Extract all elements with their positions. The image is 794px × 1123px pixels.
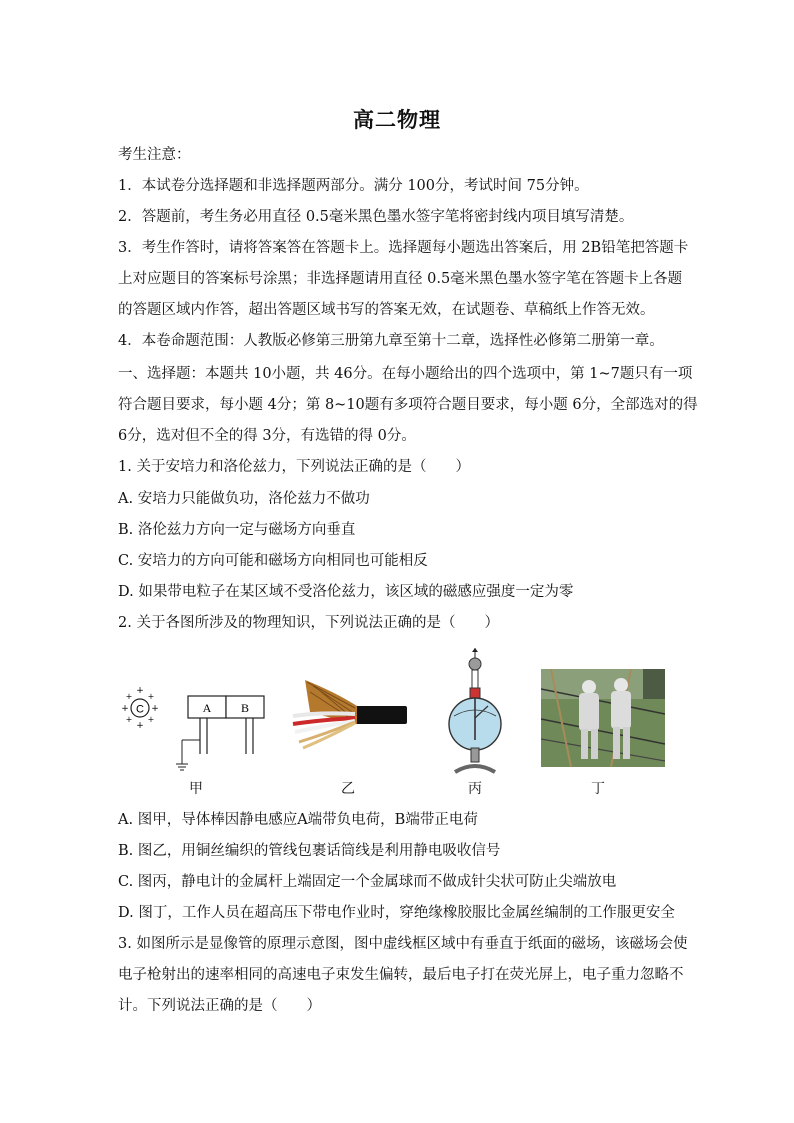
block-b-label: B: [240, 701, 250, 715]
charged-sphere: [121, 686, 159, 731]
q1-option-a: A. 安培力只能做负功，洛伦兹力不做功: [118, 491, 370, 507]
caption-jia: 甲: [189, 781, 203, 797]
notice-line-1: 1．本试卷分选择题和非选择题两部分。满分 100分，考试时间 75分钟。: [118, 178, 589, 194]
svg-text:+: +: [125, 715, 133, 724]
page-title: 高二物理: [353, 107, 441, 132]
caption-yi: 乙: [341, 781, 355, 797]
q1-option-c: C. 安培力的方向可能和磁场方向相同也可能相反: [118, 553, 428, 569]
figure-bing: [440, 648, 515, 776]
sphere-label: C: [136, 703, 144, 716]
svg-text:+: +: [121, 704, 129, 714]
q3-line-3: 计。下列说法正确的是（ ）: [118, 998, 321, 1014]
notice-line-3: 3．考生作答时，请将答案答在答题卡上。选择题每小题选出答案后，用 2B铅笔把答题卡: [118, 240, 689, 256]
notice-line-6: 4．本卷命题范围：人教版必修第三册第九章至第十二章，选择性必修第二册第一章。: [118, 333, 664, 349]
svg-text:+: +: [147, 692, 155, 701]
q2-stem: 2. 关于各图所涉及的物理知识，下列说法正确的是（ ）: [118, 615, 499, 631]
svg-text:+: +: [151, 704, 159, 714]
section-line-3: 6分，选对但不全的得 3分，有选错的得 0分。: [118, 428, 416, 444]
q2-option-d: D. 图丁，工作人员在超高压下带电作业时，穿绝缘橡胶服比金属丝编制的工作服更安全: [118, 905, 675, 921]
svg-text:+: +: [136, 686, 144, 696]
q2-option-a: A. 图甲，导体棒因静电感应A端带负电荷，B端带正电荷: [118, 812, 478, 828]
block-a-label: A: [202, 701, 212, 715]
notice-line-2: 2．答题前，考生务必用直径 0.5毫米黑色墨水签字笔将密封线内项目填写清楚。: [118, 209, 634, 225]
q3-line-1: 3. 如图所示是显像管的原理示意图，图中虚线框区域中有垂直于纸面的磁场，该磁场会使: [118, 936, 688, 952]
section-line-1: 一、选择题：本题共 10小题，共 46分。在每小题给出的四个选项中，第 1~7题只有一项: [118, 366, 693, 382]
q3-line-2: 电子枪射出的速率相同的高速电子束发生偏转，最后电子打在荧光屏上，电子重力忽略不: [118, 967, 684, 983]
figure-jia: [118, 684, 273, 776]
q2-option-c: C. 图丙，静电计的金属杆上端固定一个金属球而不做成针尖状可防止尖端放电: [118, 874, 617, 890]
caption-ding: 丁: [591, 781, 605, 797]
q1-option-b: B. 洛伦兹力方向一定与磁场方向垂直: [118, 522, 356, 538]
svg-text:+: +: [147, 715, 155, 724]
figure-yi: [285, 672, 410, 762]
svg-text:+: +: [136, 721, 144, 731]
svg-text:+: +: [125, 692, 133, 701]
notice-heading: 考生注意：: [118, 147, 191, 163]
conductor-ab: [176, 696, 264, 770]
q1-option-d: D. 如果带电粒子在某区域不受洛伦兹力，该区域的磁感应强度一定为零: [118, 584, 574, 600]
caption-bing: 丙: [468, 781, 482, 797]
notice-line-5: 的答题区域内作答，超出答题区域书写的答案无效，在试题卷、草稿纸上作答无效。: [118, 302, 655, 318]
q1-stem: 1. 关于安培力和洛伦兹力，下列说法正确的是（ ）: [118, 459, 470, 475]
q2-option-b: B. 图乙，用铜丝编织的管线包裹话筒线是利用静电吸收信号: [118, 843, 501, 859]
notice-line-4: 上对应题目的答案标号涂黑；非选择题请用直径 0.5毫米黑色墨水签字笔在答题卡上各题: [118, 271, 683, 287]
section-line-2: 符合题目要求，每小题 4分；第 8~10题有多项符合题目要求，每小题 6分，全部选对的得: [118, 397, 698, 413]
figure-ding-photo: [541, 669, 665, 767]
